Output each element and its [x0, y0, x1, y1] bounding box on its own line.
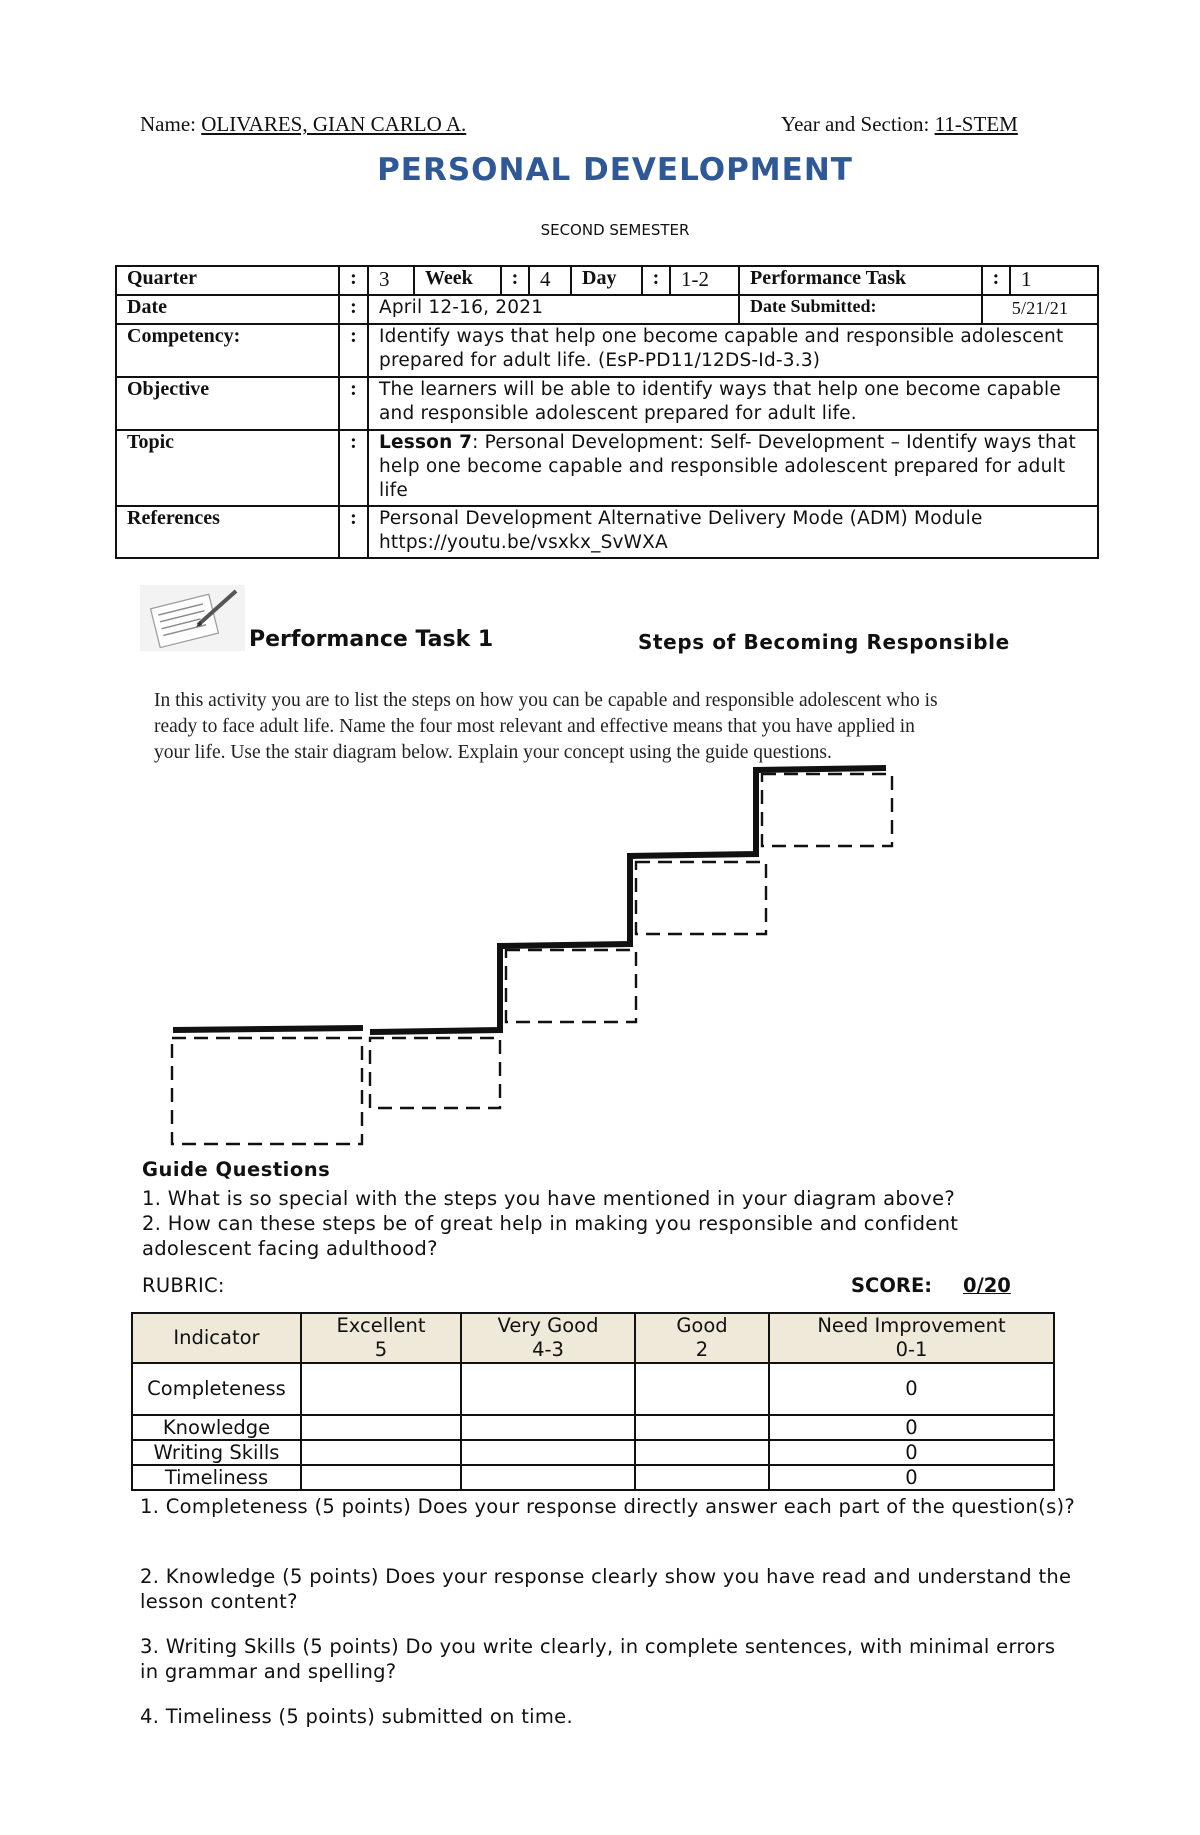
colon: : — [339, 324, 368, 377]
task-value: 1 — [1010, 266, 1098, 295]
competency-value: Identify ways that help one become capable and responsible adolescent prepared for adult life. (EsP-PD11/12DS-Id-3.3) — [368, 324, 1098, 377]
rubric-header-indicator: Indicator — [132, 1313, 301, 1363]
colon: : — [339, 295, 368, 324]
date-submitted-label: Date Submitted: — [739, 295, 982, 324]
step-box-5 — [762, 774, 892, 846]
answer-boxes — [172, 774, 892, 1144]
rubric-indicator: Timeliness — [132, 1465, 301, 1490]
rubric-cell: 0 — [769, 1440, 1054, 1465]
name-value: OLIVARES, GIAN CARLO A. — [201, 112, 467, 136]
rubric-table — [131, 1312, 1055, 1491]
guide-questions-title: Guide Questions — [142, 1158, 331, 1181]
name-label: Name: — [140, 112, 196, 136]
objective-label: Objective — [116, 377, 339, 430]
guide-question-1: 1. What is so special with the steps you have mentioned in your diagram above? — [142, 1187, 956, 1210]
day-value: 1-2 — [670, 266, 739, 295]
criterion-completeness: 1. Completeness (5 points) Does your response directly answer each part of the question(s)? — [140, 1495, 1076, 1518]
rubric-cell: 0 — [769, 1363, 1054, 1415]
reference-module: Personal Development Alternative Delivery Mode (ADM) Module — [379, 508, 983, 529]
quarter-label: Quarter — [116, 266, 339, 295]
performance-task-subtitle: Steps of Becoming Responsible — [638, 630, 1010, 654]
rubric-indicator: Writing Skills — [132, 1440, 301, 1465]
objective-value: The learners will be able to identify ways that help one become capable and responsible adolescent prepared for adult life. — [368, 377, 1098, 430]
day-label: Day — [571, 266, 642, 295]
task-label: Performance Task — [739, 266, 982, 295]
week-label: Week — [414, 266, 501, 295]
rubric-cell — [635, 1440, 769, 1465]
date-label: Date — [116, 295, 339, 324]
quarter-row — [116, 266, 1098, 295]
step-box-2 — [370, 1038, 500, 1108]
quarter-value: 3 — [368, 266, 414, 295]
rubric-cell: 0 — [769, 1465, 1054, 1490]
rubric-cell — [461, 1440, 635, 1465]
date-value: April 12-16, 2021 — [368, 295, 739, 324]
objective-row — [116, 377, 1098, 430]
page-title: PERSONAL DEVELOPMENT — [377, 152, 853, 188]
colon: : — [642, 266, 670, 295]
references-value — [368, 506, 1098, 558]
stair-line — [173, 768, 886, 1032]
date-row — [116, 295, 1098, 324]
colon: : — [982, 266, 1010, 295]
colon: : — [501, 266, 529, 295]
rubric-cell — [635, 1363, 769, 1415]
colon: : — [339, 430, 368, 506]
rubric-cell — [301, 1440, 461, 1465]
stair-diagram — [0, 750, 1200, 1160]
step-box-4 — [636, 862, 766, 934]
colon: : — [339, 506, 368, 558]
rubric-cell — [301, 1363, 461, 1415]
criterion-knowledge: 2. Knowledge (5 points) Does your response clearly show you have read and understand the lesson content? — [140, 1565, 1072, 1613]
rubric-header-row — [132, 1313, 1054, 1363]
rubric-cell — [461, 1363, 635, 1415]
rubric-cell — [635, 1415, 769, 1440]
criterion-timeliness: 4. Timeliness (5 points) submitted on time. — [140, 1705, 573, 1728]
colon: : — [339, 377, 368, 430]
year-section-line — [781, 112, 1018, 137]
week-value: 4 — [529, 266, 571, 295]
rubric-cell — [461, 1415, 635, 1440]
year-value: 11-STEM — [934, 112, 1018, 136]
topic-text: : Personal Development: Self- Development – Identify ways that help one become capable and responsible adolescent prepared for adult life — [379, 432, 1076, 501]
worksheet-pencil-icon — [140, 585, 245, 651]
rubric-header-need-improvement: Need Improvement 0-1 — [769, 1313, 1054, 1363]
stair-ground-left — [173, 1028, 363, 1030]
year-label: Year and Section: — [781, 112, 930, 136]
criterion-writing-skills: 3. Writing Skills (5 points) Do you write clearly, in complete sentences, with minimal errors in grammar and spelling? — [140, 1635, 1056, 1683]
topic-lesson: Lesson 7 — [379, 432, 473, 453]
table-row — [132, 1440, 1054, 1465]
competency-label: Competency: — [116, 324, 339, 377]
performance-task-title: Performance Task 1 — [249, 627, 494, 652]
rubric-cell — [301, 1465, 461, 1490]
table-row — [132, 1465, 1054, 1490]
task-instructions: In this activity you are to list the steps on how you can be capable and responsible adolescent who is ready to face adult life. Name the four most relevant and effective means that you have applied in your life. Use the stair diagram below. Explain your concept using the guide questions. — [154, 690, 938, 763]
rubric-header-good: Good 2 — [635, 1313, 769, 1363]
references-row — [116, 506, 1098, 558]
competency-row — [116, 324, 1098, 377]
references-label: References — [116, 506, 339, 558]
rubric-indicator: Completeness — [132, 1363, 301, 1415]
rubric-cell — [301, 1415, 461, 1440]
topic-label: Topic — [116, 430, 339, 506]
semester-label: SECOND SEMESTER — [540, 221, 690, 239]
student-name-line — [140, 112, 466, 137]
topic-value — [368, 430, 1098, 506]
rubric-header-very-good: Very Good 4-3 — [461, 1313, 635, 1363]
date-submitted-value: 5/21/21 — [982, 295, 1098, 324]
stair-steps — [370, 768, 886, 1032]
rubric-cell: 0 — [769, 1415, 1054, 1440]
rubric-cell — [635, 1465, 769, 1490]
table-row — [132, 1363, 1054, 1415]
lesson-info-table — [115, 265, 1099, 559]
table-row — [132, 1415, 1054, 1440]
step-box-3 — [506, 950, 636, 1022]
rubric-header-excellent: Excellent 5 — [301, 1313, 461, 1363]
step-box-1 — [172, 1038, 362, 1144]
rubric-cell — [461, 1465, 635, 1490]
reference-link: https://youtu.be/vsxkx_SvWXA — [379, 532, 668, 553]
rubric-indicator: Knowledge — [132, 1415, 301, 1440]
score-label: SCORE: — [851, 1274, 933, 1297]
guide-question-2: 2. How can these steps be of great help in making you responsible and confident adolescent facing adulthood? — [142, 1212, 959, 1260]
rubric-label: RUBRIC: — [142, 1274, 225, 1297]
colon: : — [339, 266, 368, 295]
score-value: 0/20 — [963, 1274, 1011, 1297]
topic-row — [116, 430, 1098, 506]
